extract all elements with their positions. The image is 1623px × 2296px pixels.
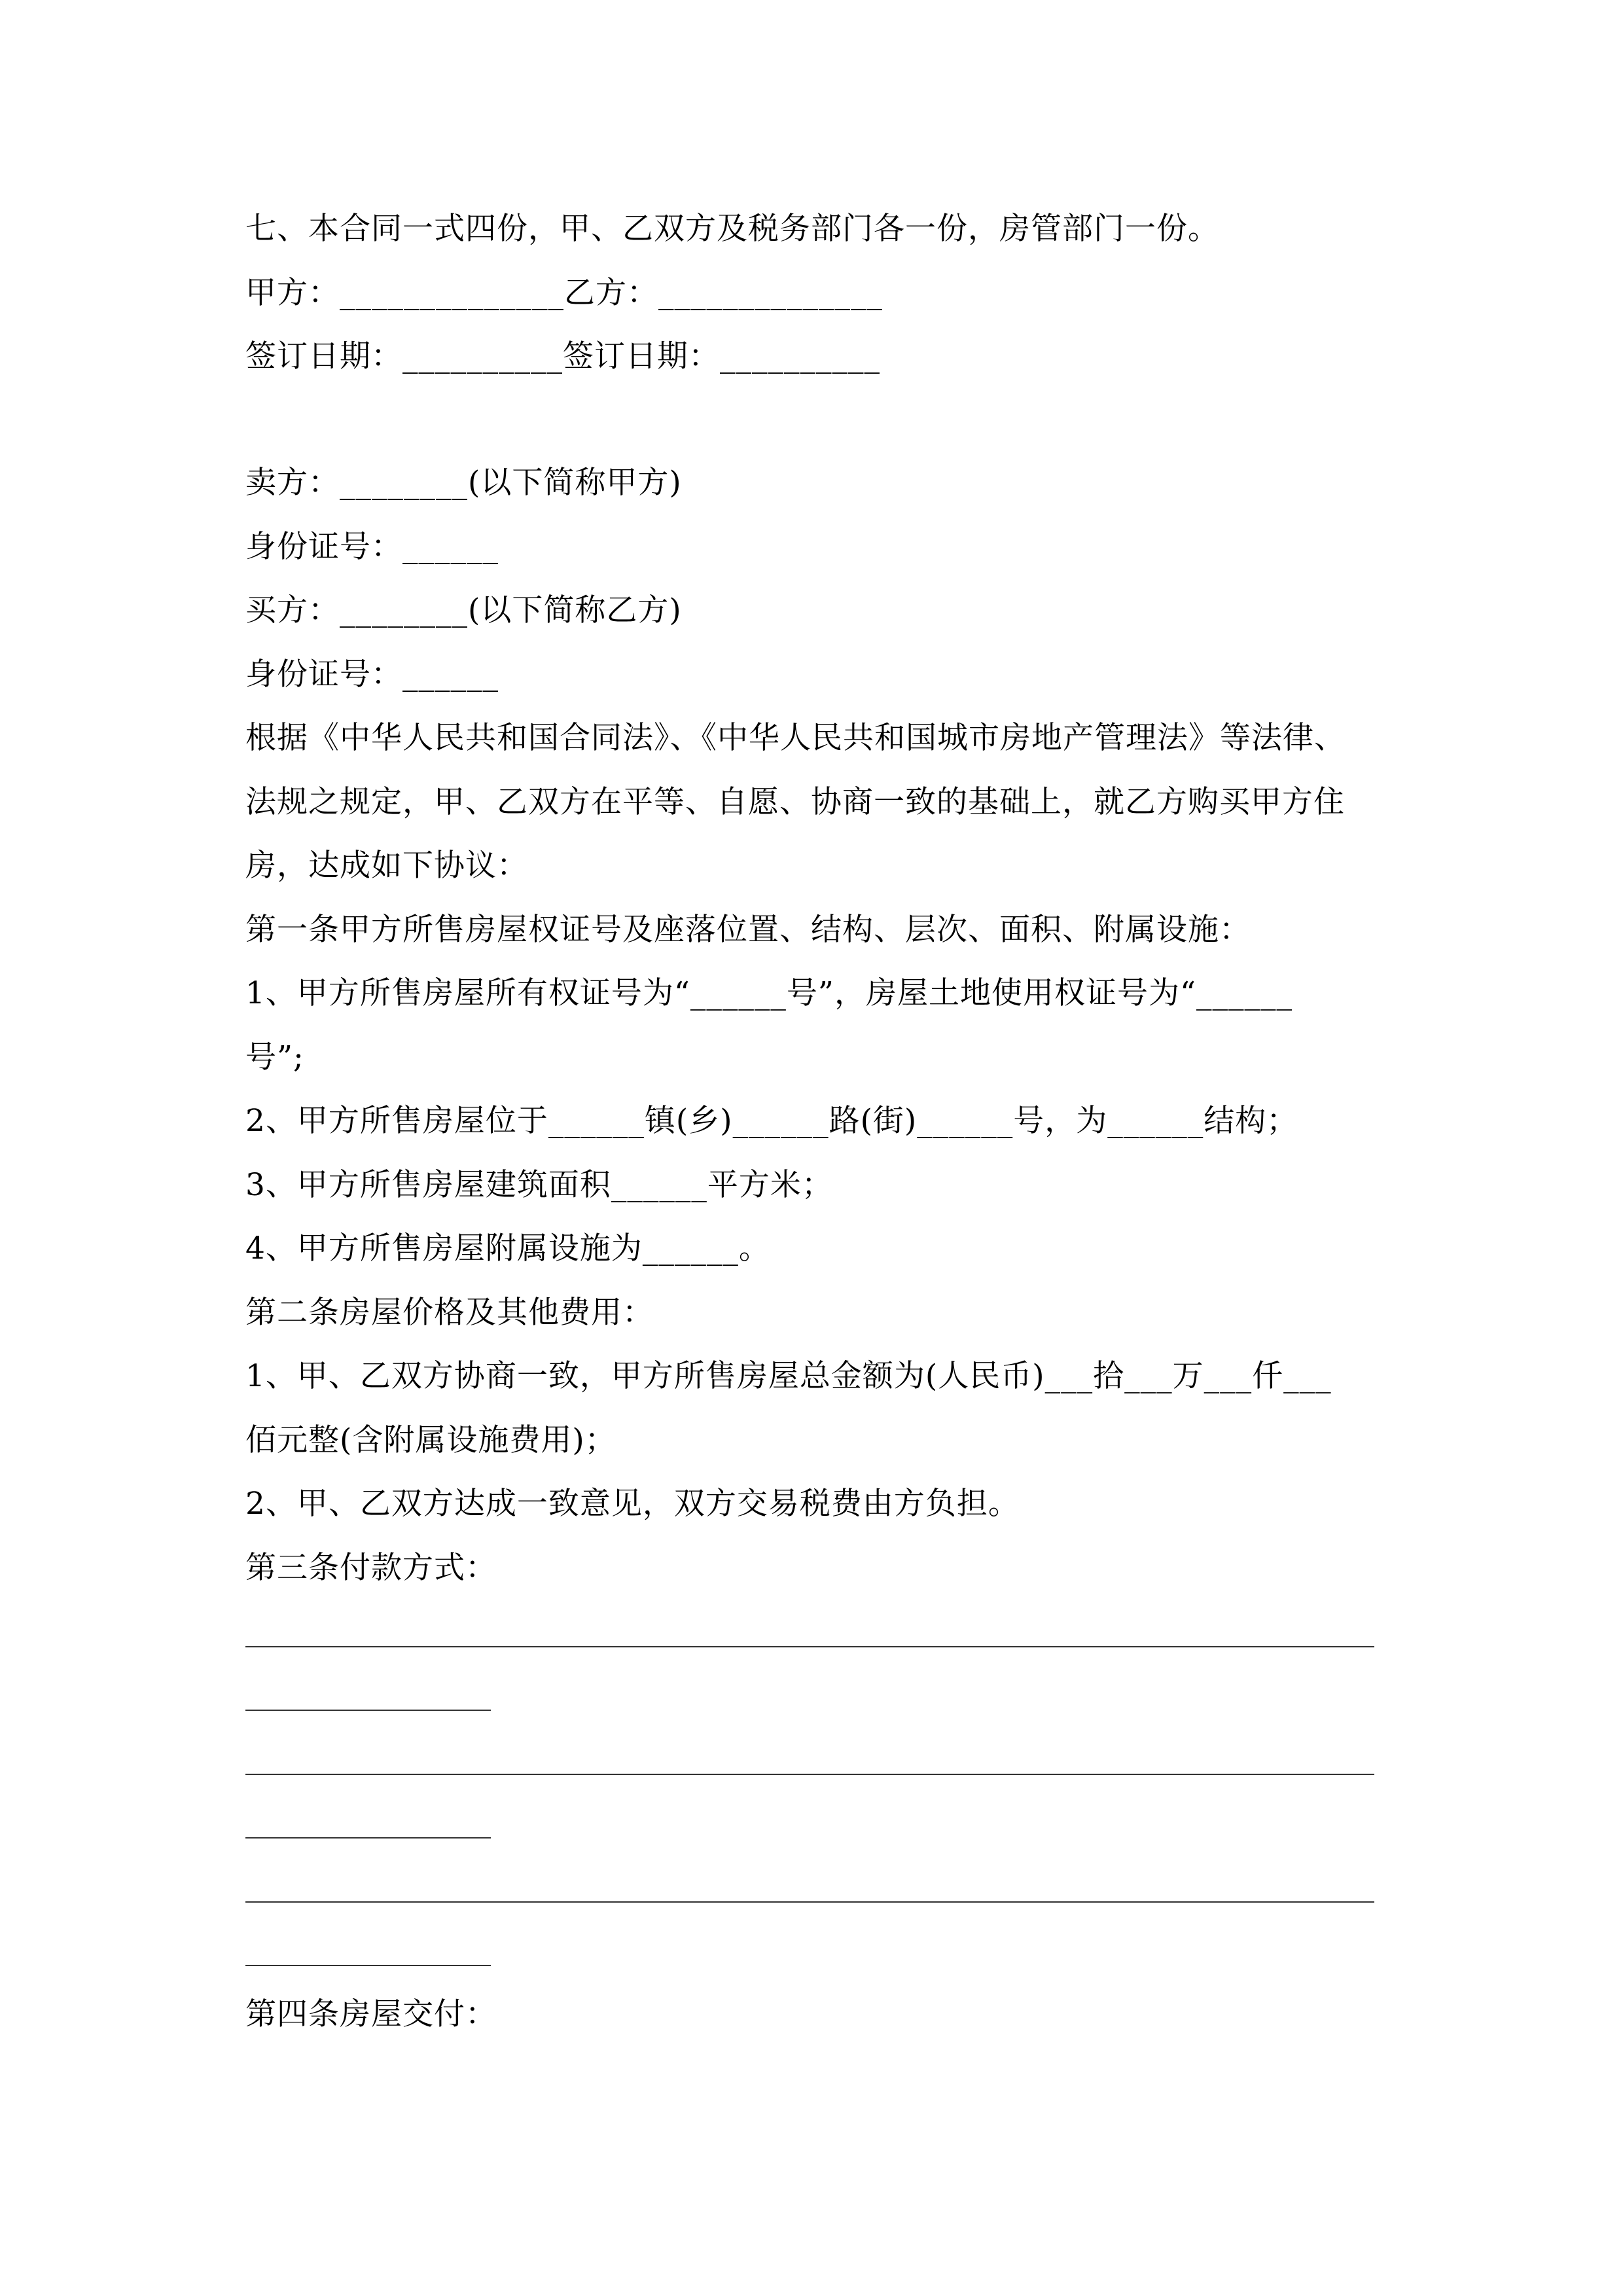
article-2-title: 第二条房屋价格及其他费用： [245, 1295, 654, 1331]
article-2-item: 1、甲、乙双方协商一致，甲方所售房屋总金额为(人民币)___拾___万___仟___ [245, 1358, 1332, 1394]
payment-blank-line [245, 1710, 491, 1711]
article-3-title: 第三条付款方式： [245, 1550, 497, 1586]
preamble-line: 根据《中华人民共和国合同法》、《中华人民共和国城市房地产管理法》等法律、 [245, 720, 1346, 756]
payment-blank-line [245, 1901, 1374, 1903]
preamble-line: 房，达成如下协议： [245, 848, 528, 884]
article-1-item: 号”; [245, 1039, 304, 1075]
signature-parties: 甲方：______________乙方：______________ [245, 275, 883, 311]
payment-blank-line [245, 1965, 491, 1966]
article-1-item: 2、甲方所售房屋位于______镇(乡)______路(街)______号，为______结构； [245, 1103, 1298, 1139]
article-2-item: 佰元整(含附属设施费用)； [245, 1422, 616, 1458]
article-1-item: 3、甲方所售房屋建筑面积______平方米； [245, 1167, 833, 1203]
seller-line: 卖方：________(以下简称甲方) [245, 465, 682, 501]
article-1-item: 4、甲方所售房屋附属设施为______。 [245, 1230, 770, 1266]
article-4-title: 第四条房屋交付： [245, 1996, 497, 2032]
signature-dates: 签订日期：__________签订日期：__________ [245, 338, 880, 374]
payment-blank-line [245, 1774, 1374, 1775]
preamble-line: 法规之规定，甲、乙双方在平等、自愿、协商一致的基础上，就乙方购买甲方住 [245, 784, 1345, 820]
seller-id-line: 身份证号：______ [245, 529, 499, 565]
article-2-item: 2、甲、乙双方达成一致意见，双方交易税费由方负担。 [245, 1486, 1020, 1522]
article-1-title: 第一条甲方所售房屋权证号及座落位置、结构、层次、面积、附属设施： [245, 912, 1251, 948]
clause-7: 七、本合同一式四份，甲、乙双方及税务部门各一份，房管部门一份。 [245, 211, 1219, 247]
buyer-id-line: 身份证号：______ [245, 656, 499, 692]
payment-blank-line [245, 1837, 491, 1839]
buyer-line: 买方：________(以下简称乙方) [245, 592, 682, 628]
article-1-item: 1、甲方所售房屋所有权证号为“______号”，房屋土地使用权证号为“______ [245, 975, 1293, 1011]
payment-blank-line [245, 1646, 1374, 1647]
